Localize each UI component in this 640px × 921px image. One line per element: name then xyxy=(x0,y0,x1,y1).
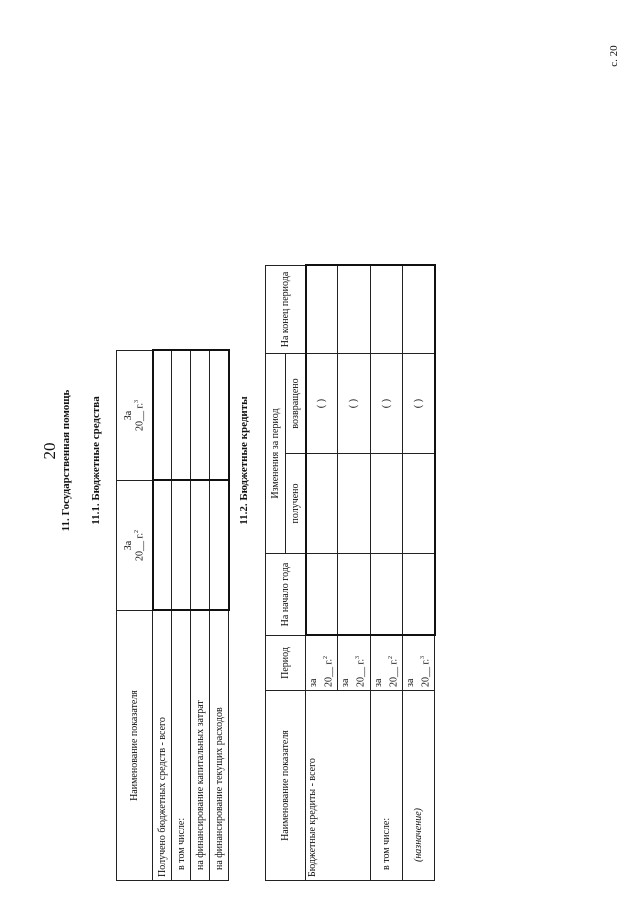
header-indicator-name: Наименование показателя xyxy=(266,691,306,881)
header-period-2: За 20__ г.$^3$ xyxy=(117,351,153,481)
table-row xyxy=(370,265,402,880)
row-label: на финансирование капитальных затрат xyxy=(191,611,210,881)
data-cell[interactable]: ( ) xyxy=(306,353,338,453)
budget-credits-title: 11.2. Бюджетные кредиты xyxy=(238,396,250,525)
data-cell[interactable] xyxy=(370,265,402,353)
table-row xyxy=(191,351,210,881)
data-cell[interactable] xyxy=(370,554,402,636)
row-label: в том числе: xyxy=(370,691,402,881)
header-received: получено xyxy=(286,454,306,554)
data-cell[interactable] xyxy=(338,454,370,554)
budget-funds-title: 11.1. Бюджетные средства xyxy=(90,396,102,525)
row-label: Получено бюджетных средств - всего xyxy=(153,611,172,881)
data-cell[interactable]: ( ) xyxy=(338,353,370,453)
data-cell[interactable] xyxy=(338,554,370,636)
data-cell[interactable] xyxy=(153,481,172,611)
table-header-row xyxy=(117,351,153,881)
page-number: 20 xyxy=(40,442,59,460)
period-cell: за 20__ г.$^3$ xyxy=(402,636,434,691)
data-cell[interactable] xyxy=(172,351,191,481)
data-cell[interactable] xyxy=(172,481,191,611)
data-cell[interactable] xyxy=(191,481,210,611)
data-cell[interactable] xyxy=(153,351,172,481)
table-row xyxy=(402,265,434,880)
data-cell[interactable] xyxy=(338,265,370,353)
header-end-of-period: На конец периода xyxy=(266,265,306,353)
header-returned: возвращено xyxy=(286,353,306,453)
budget-funds-table xyxy=(116,350,230,882)
data-cell[interactable] xyxy=(402,554,434,636)
data-cell[interactable] xyxy=(306,265,338,353)
data-cell[interactable]: ( ) xyxy=(402,353,434,453)
data-cell[interactable] xyxy=(306,554,338,636)
period-cell: за 20__ г.$^2$ xyxy=(306,636,338,691)
period-cell: за 20__ г.$^2$ xyxy=(370,636,402,691)
table-row xyxy=(153,351,172,881)
period-cell: за 20__ г.$^3$ xyxy=(338,636,370,691)
section-title: 11. Государственная помощь xyxy=(60,389,72,532)
header-indicator-name: Наименование показателя xyxy=(117,611,153,881)
table-row xyxy=(306,265,338,880)
data-cell[interactable] xyxy=(191,351,210,481)
data-cell[interactable]: ( ) xyxy=(370,353,402,453)
data-cell[interactable] xyxy=(210,481,229,611)
data-cell[interactable] xyxy=(402,265,434,353)
data-cell[interactable] xyxy=(370,454,402,554)
row-label: (назначение) xyxy=(402,691,434,881)
table-row xyxy=(172,351,191,881)
row-label: на финансирование текущих расходов xyxy=(210,611,229,881)
budget-credits-table xyxy=(265,264,436,881)
corner-page-label: с. 20 xyxy=(608,45,620,67)
header-start-of-year: На начало года xyxy=(266,554,306,636)
row-label: в том числе: xyxy=(172,611,191,881)
data-cell[interactable] xyxy=(210,351,229,481)
table-row xyxy=(210,351,229,881)
data-cell[interactable] xyxy=(402,454,434,554)
table-header-row xyxy=(266,265,286,880)
header-changes: Изменения за период xyxy=(266,353,286,553)
row-label: Бюджетные кредиты - всего xyxy=(306,691,371,881)
data-cell[interactable] xyxy=(306,454,338,554)
header-period: Период xyxy=(266,636,306,691)
header-period-1: За 20__ г.$^2$ xyxy=(117,481,153,611)
